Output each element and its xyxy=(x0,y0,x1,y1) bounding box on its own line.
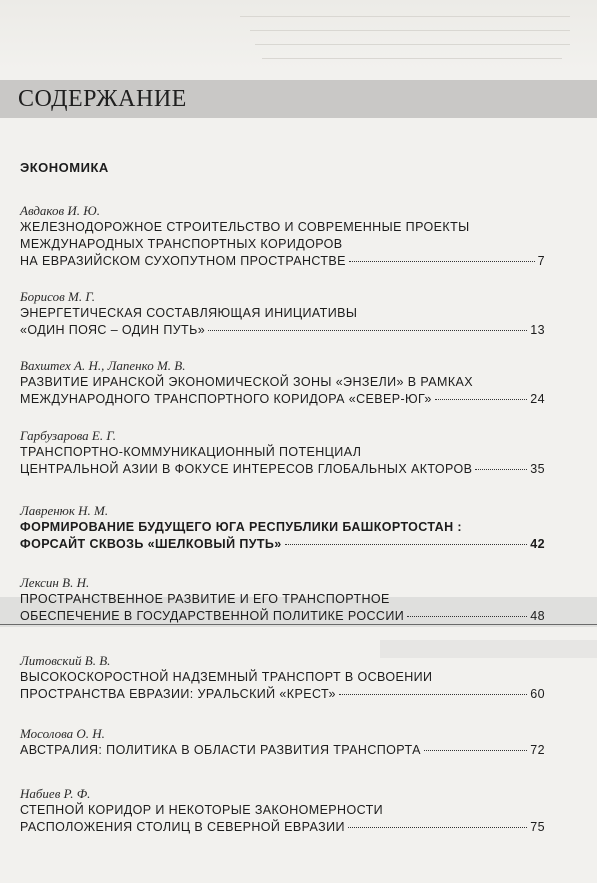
entry-title-last-line xyxy=(20,391,545,408)
entry-title-line: НА ЕВРАЗИЙСКОМ СУХОПУТНОМ ПРОСТРАНСТВЕ xyxy=(20,254,346,268)
entry-author: Набиев Р. Ф. xyxy=(20,786,91,801)
entry-title-line: ОБЕСПЕЧЕНИЕ В ГОСУДАРСТВЕННОЙ ПОЛИТИКЕ РОССИИ xyxy=(20,609,405,623)
entry-title-line: МЕЖДУНАРОДНЫХ ТРАНСПОРТНЫХ КОРИДОРОВ xyxy=(20,237,343,251)
entry-title-line: ЭНЕРГЕТИЧЕСКАЯ СОСТАВЛЯЮЩАЯ ИНИЦИАТИВЫ xyxy=(20,306,358,320)
dot-leader xyxy=(475,469,527,470)
toc-entry[interactable] xyxy=(20,574,550,625)
dot-leader xyxy=(285,544,528,545)
toc-entry[interactable] xyxy=(20,652,550,703)
entry-title-last-line xyxy=(20,536,545,553)
entry-title-last-line xyxy=(20,819,545,836)
entry-title-line: ПРОСТРАНСТВЕННОЕ РАЗВИТИЕ И ЕГО ТРАНСПОРТНОЕ xyxy=(20,592,390,606)
dot-leader xyxy=(407,616,527,617)
entry-author: Литовский В. В. xyxy=(20,653,111,668)
entry-author: Гарбузарова Е. Г. xyxy=(20,428,117,443)
entry-title-line: СТЕПНОЙ КОРИДОР И НЕКОТОРЫЕ ЗАКОНОМЕРНОСТИ xyxy=(20,803,384,817)
entry-author: Борисов М. Г. xyxy=(20,289,96,304)
entry-title-line: МЕЖДУНАРОДНОГО ТРАНСПОРТНОГО КОРИДОРА «СЕВЕР-ЮГ» xyxy=(20,392,432,406)
toc-entry[interactable] xyxy=(20,502,550,553)
entry-page-number: 42 xyxy=(530,537,545,551)
entry-title-line: ФОРСАЙТ СКВОЗЬ «ШЕЛКОВЫЙ ПУТЬ» xyxy=(20,537,282,551)
entry-title-last-line xyxy=(20,686,545,703)
section-heading: ЭКОНОМИКА xyxy=(20,160,109,175)
entry-title-last-line xyxy=(20,461,545,478)
entry-title-line: АВСТРАЛИЯ: ПОЛИТИКА В ОБЛАСТИ РАЗВИТИЯ ТРАНСПОРТА xyxy=(20,743,421,757)
entry-page-number: 35 xyxy=(530,462,545,476)
bleed-through-background xyxy=(0,0,597,70)
entry-page-number: 24 xyxy=(530,392,545,406)
toc-entry[interactable] xyxy=(20,725,550,759)
entry-title-line: ВЫСОКОСКОРОСТНОЙ НАДЗЕМНЫЙ ТРАНСПОРТ В ОСВОЕНИИ xyxy=(20,670,433,684)
toc-entry[interactable] xyxy=(20,288,550,339)
toc-entry[interactable] xyxy=(20,357,550,408)
entry-author: Авдаков И. Ю. xyxy=(20,203,100,218)
entry-title-last-line xyxy=(20,253,545,270)
dot-leader xyxy=(348,827,527,828)
entry-title-last-line xyxy=(20,608,545,625)
dot-leader xyxy=(208,330,527,331)
entry-page-number: 75 xyxy=(530,820,545,834)
entry-author: Вахштех А. Н., Лапенко М. В. xyxy=(20,358,186,373)
entry-page-number: 60 xyxy=(530,687,545,701)
entry-page-number: 13 xyxy=(530,323,545,337)
entry-page-number: 48 xyxy=(530,609,545,623)
entry-page-number: 72 xyxy=(530,743,545,757)
entry-author: Мосолова О. Н. xyxy=(20,726,105,741)
entry-title-line: ПРОСТРАНСТВА ЕВРАЗИИ: УРАЛЬСКИЙ «КРЕСТ» xyxy=(20,687,336,701)
entry-title-last-line xyxy=(20,322,545,339)
toc-entry[interactable] xyxy=(20,202,550,270)
entry-title-line: ЦЕНТРАЛЬНОЙ АЗИИ В ФОКУСЕ ИНТЕРЕСОВ ГЛОБАЛЬНЫХ АКТОРОВ xyxy=(20,462,473,476)
dot-leader xyxy=(424,750,527,751)
entry-title-line: РАСПОЛОЖЕНИЯ СТОЛИЦ В СЕВЕРНОЙ ЕВРАЗИИ xyxy=(20,820,345,834)
entry-author: Лексин В. Н. xyxy=(20,575,90,590)
entry-page-number: 7 xyxy=(537,254,545,268)
entry-title-line: ТРАНСПОРТНО-КОММУНИКАЦИОННЫЙ ПОТЕНЦИАЛ xyxy=(20,445,362,459)
entry-title-line: ФОРМИРОВАНИЕ БУДУЩЕГО ЮГА РЕСПУБЛИКИ БАШКОРТОСТАН : xyxy=(20,520,462,534)
dot-leader xyxy=(339,694,527,695)
toc-entry[interactable] xyxy=(20,785,550,836)
entry-title-last-line xyxy=(20,742,545,759)
divider xyxy=(0,624,597,625)
entry-title-line: ЖЕЛЕЗНОДОРОЖНОЕ СТРОИТЕЛЬСТВО И СОВРЕМЕННЫЕ ПРОЕКТЫ xyxy=(20,220,470,234)
toc-entry[interactable] xyxy=(20,427,550,478)
dot-leader xyxy=(349,261,535,262)
dot-leader xyxy=(435,399,528,400)
page-title: СОДЕРЖАНИЕ xyxy=(18,86,187,112)
entry-author: Лавренюк Н. М. xyxy=(20,503,109,518)
entry-title-line: РАЗВИТИЕ ИРАНСКОЙ ЭКОНОМИЧЕСКОЙ ЗОНЫ «ЭНЗЕЛИ» В РАМКАХ xyxy=(20,375,473,389)
entry-title-line: «ОДИН ПОЯС – ОДИН ПУТЬ» xyxy=(20,323,206,337)
